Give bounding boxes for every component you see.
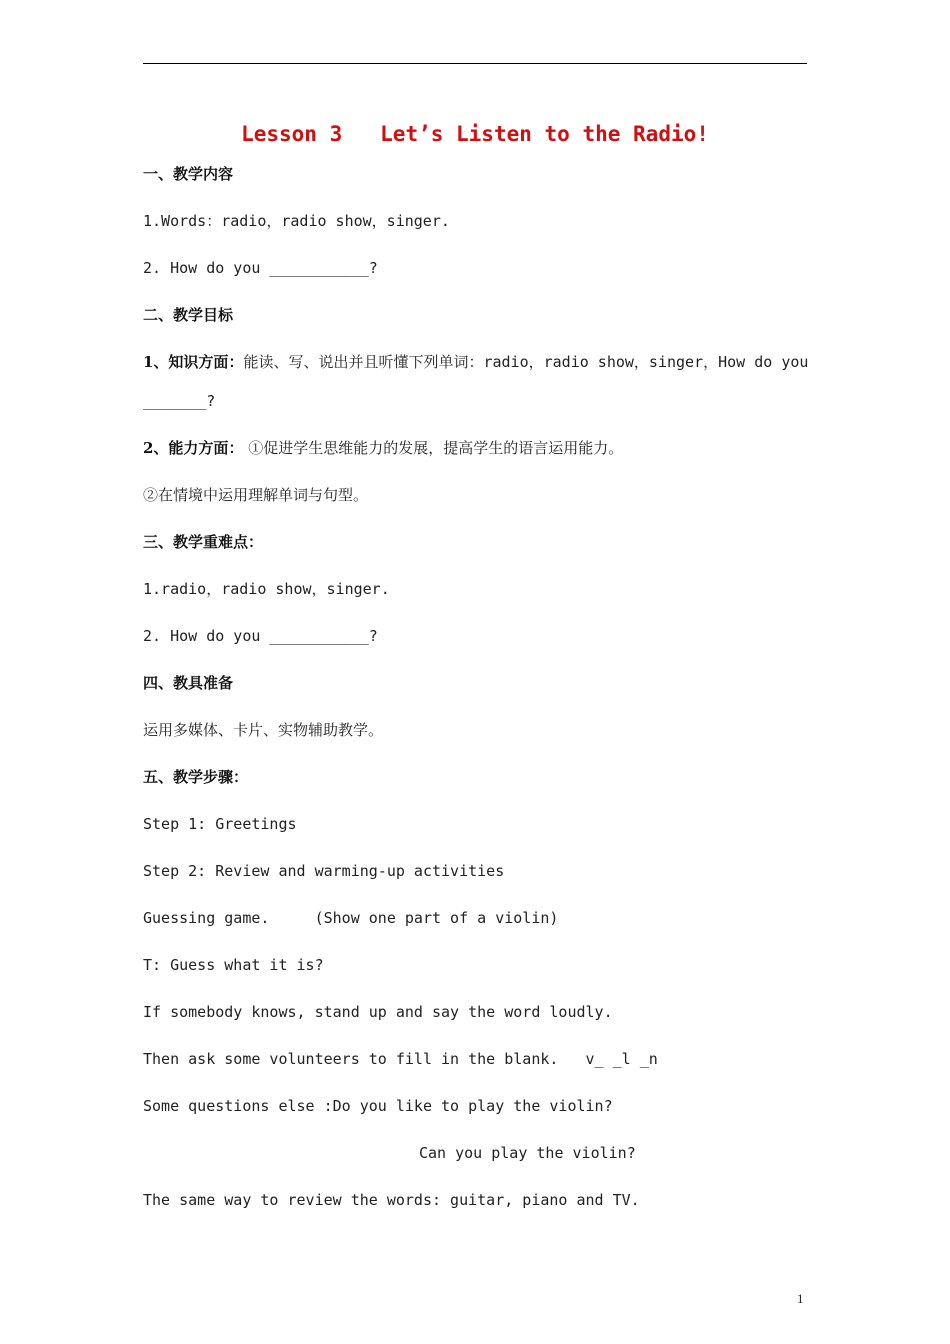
- step-line: Some questions else :Do you like to play the violin?: [143, 1097, 613, 1115]
- step-line: T: Guess what it is?: [143, 956, 324, 974]
- materials-line: 运用多媒体、卡片、实物辅助教学。: [143, 721, 384, 739]
- goal-ability-label: 2、能力方面：: [143, 439, 244, 457]
- section-heading-steps: 五、教学步骤：: [143, 768, 249, 786]
- goal-knowledge-text: 能读、写、说出并且听懂下列单词：radio，radio show，singer，How do you: [243, 353, 809, 371]
- step-line: If somebody knows, stand up and say the word loudly.: [143, 1003, 613, 1021]
- lesson-title: Lesson 3 Let’s Listen to the Radio!: [241, 122, 709, 146]
- goal-ability: [143, 438, 623, 458]
- step-line-indented: Can you play the violin?: [419, 1144, 636, 1162]
- content-line-words: 1.Words：radio，radio show，singer.: [143, 212, 450, 230]
- step-line: Then ask some volunteers to fill in the blank. v_ _l _n: [143, 1050, 658, 1068]
- section-heading-goals: 二、教学目标: [143, 306, 234, 324]
- section-heading-keypoints: 三、教学重难点：: [143, 533, 264, 551]
- keypoint-question: 2. How do you ___________?: [143, 627, 378, 645]
- step-line: Step 1: Greetings: [143, 815, 297, 833]
- goal-knowledge-continued: _______?: [143, 392, 216, 410]
- step-line: Step 2: Review and warming-up activities: [143, 862, 505, 880]
- page-number: 1: [797, 1291, 804, 1306]
- section-heading-materials: 四、教具准备: [143, 674, 234, 692]
- goal-knowledge: [143, 352, 808, 372]
- goal-knowledge-label: 1、知识方面：: [143, 353, 244, 371]
- header-rule: [143, 63, 807, 64]
- section-heading-content: 一、教学内容: [143, 165, 234, 183]
- step-line: Guessing game. (Show one part of a violin): [143, 909, 559, 927]
- goal-ability-text: ①促进学生思维能力的发展，提高学生的语言运用能力。: [243, 439, 624, 457]
- content-line-question: 2. How do you ___________?: [143, 259, 378, 277]
- step-line-last: The same way to review the words: guitar, piano and TV.: [143, 1191, 640, 1209]
- goal-ability-continued: ②在情境中运用理解单词与句型。: [143, 486, 369, 504]
- keypoint-words: 1.radio，radio show，singer.: [143, 580, 390, 598]
